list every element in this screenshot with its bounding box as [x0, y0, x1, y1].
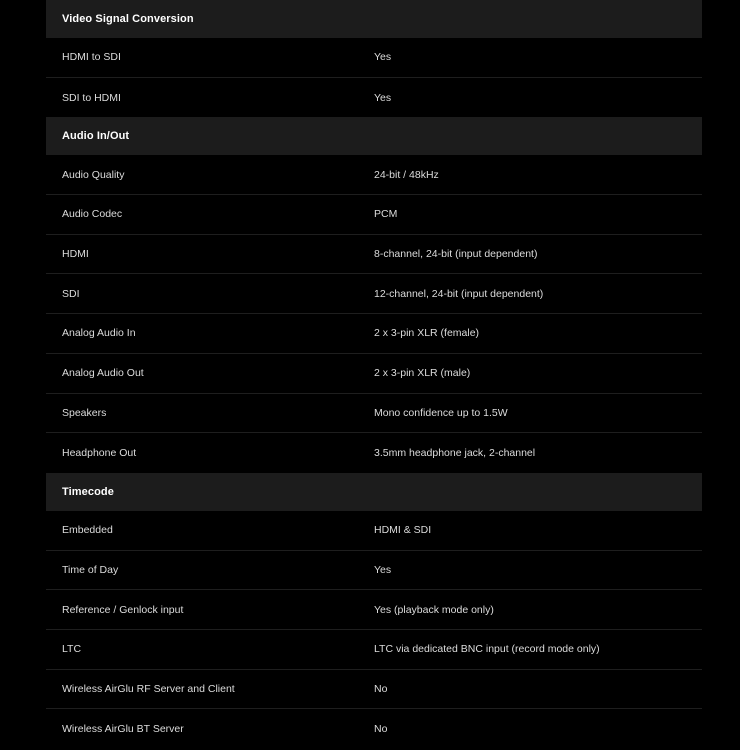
spec-row: [46, 235, 702, 275]
spec-value: 2 x 3-pin XLR (female): [374, 327, 480, 340]
spec-value: 8-channel, 24-bit (input dependent): [374, 248, 538, 261]
spec-label: Analog Audio Out: [62, 367, 144, 380]
spec-value: No: [374, 723, 388, 736]
spec-label: Audio Quality: [62, 168, 125, 181]
spec-value: Mono confidence up to 1.5W: [374, 406, 508, 419]
spec-value: Yes (playback mode only): [374, 603, 494, 616]
spec-value: 12-channel, 24-bit (input dependent): [374, 287, 544, 300]
spec-value: LTC via dedicated BNC input (record mode only): [374, 643, 600, 656]
spec-row: [46, 38, 702, 78]
spec-label: Audio Codec: [62, 208, 123, 221]
spec-label: Speakers: [62, 406, 107, 419]
spec-value: Yes: [374, 51, 392, 64]
spec-label: Embedded: [62, 524, 113, 537]
spec-row: [46, 590, 702, 630]
spec-value: HDMI & SDI: [374, 524, 432, 537]
spec-row: [46, 394, 702, 434]
spec-row: [46, 670, 702, 710]
spec-value: 3.5mm headphone jack, 2-channel: [374, 447, 536, 460]
spec-row: [46, 155, 702, 195]
spec-label: SDI to HDMI: [62, 91, 121, 104]
spec-value: 24-bit / 48kHz: [374, 168, 439, 181]
spec-row: [46, 551, 702, 591]
spec-label: Headphone Out: [62, 447, 137, 460]
spec-value: Yes: [374, 563, 392, 576]
spec-row: [46, 354, 702, 394]
spec-row: [46, 274, 702, 314]
spec-row: [46, 195, 702, 235]
spec-value: 2 x 3-pin XLR (male): [374, 367, 471, 380]
spec-label: Analog Audio In: [62, 327, 136, 340]
spec-label: HDMI: [62, 248, 89, 261]
spec-value: No: [374, 682, 388, 695]
section-header-audio-in-out: Audio In/Out: [46, 117, 702, 155]
spec-row: [46, 630, 702, 670]
spec-row: [46, 433, 702, 473]
spec-label: Reference / Genlock input: [62, 603, 184, 616]
spec-row: [46, 709, 702, 749]
section-header-video-signal-conversion: Video Signal Conversion: [46, 0, 702, 38]
spec-row: [46, 78, 702, 118]
spec-row: [46, 314, 702, 354]
spec-value: PCM: [374, 208, 398, 221]
spec-label: LTC: [62, 643, 82, 656]
spec-label: SDI: [62, 287, 80, 300]
spec-table: [46, 0, 702, 749]
spec-label: Wireless AirGlu RF Server and Client: [62, 682, 235, 695]
section-header-timecode: Timecode: [46, 473, 702, 511]
spec-row: [46, 511, 702, 551]
spec-value: Yes: [374, 91, 392, 104]
spec-label: Wireless AirGlu BT Server: [62, 723, 184, 736]
spec-label: Time of Day: [62, 563, 119, 576]
spec-label: HDMI to SDI: [62, 51, 121, 64]
